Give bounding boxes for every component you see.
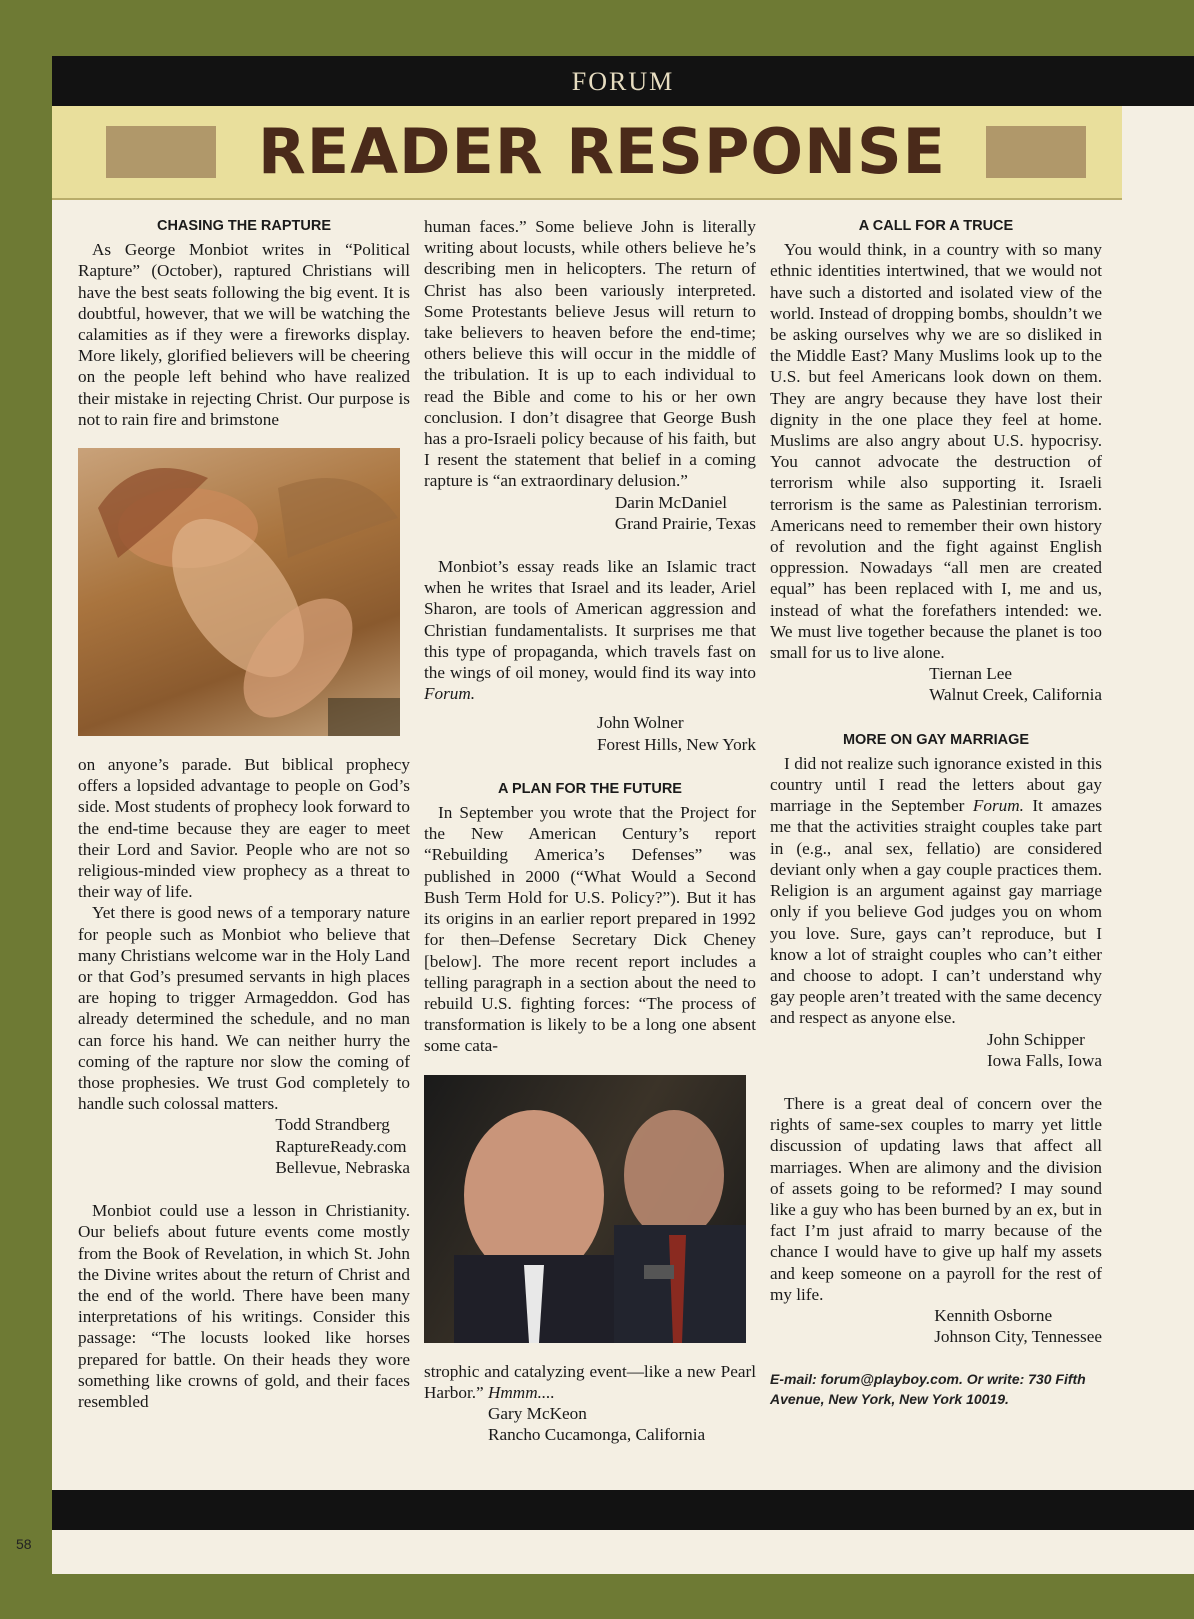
- banner-block-left: [106, 126, 216, 178]
- signature-location: Forest Hills, New York: [597, 734, 756, 754]
- signature: [424, 492, 756, 534]
- signature: [770, 1029, 1102, 1071]
- signature: [770, 663, 1102, 705]
- signature-name: Darin McDaniel: [614, 492, 727, 512]
- angel-painting-illustration: [78, 448, 400, 736]
- footer-bar: [52, 1490, 1194, 1530]
- heading-call-truce: A CALL FOR A TRUCE: [858, 218, 1014, 234]
- signature-location: Bellevue, Nebraska: [275, 1157, 410, 1177]
- letter-paragraph: [770, 753, 1102, 1029]
- signature-name: John Wolner: [597, 713, 684, 733]
- signature-website: RaptureReady.com: [275, 1136, 407, 1156]
- letter-paragraph: human faces.” Some believe John is literally writing about locusts, while others believe he’s describing men in helicopters. The return of Christ has also been variously interpreted. Some Protestants believe Jesus will return to take believers to heaven before the end-time; others believe this will occur in the middle of the tribulation. It is up to each individual to read the Bible and come to his or her own conclusion. I don’t disagree that George Bush has a pro-Israeli policy because of his faith, but I resent the statement that belief in a coming rapture is “an extraordinary delusion.”: [424, 217, 756, 491]
- letter-paragraph: Monbiot could use a lesson in Christianity. Our beliefs about future events come mostly from the Book of Revelation, in which St. John the Divine writes about the return of Christ and the end of the world. There have been many interpretations of his writings. Consider this passage: “The locusts looked like horses prepared for battle. On their heads they wore something like crowns of gold, and their faces resembled: [78, 1201, 410, 1411]
- signature-name: John Schipper: [986, 1029, 1085, 1049]
- page-title: READER RESPONSE: [257, 115, 946, 188]
- column-3: [770, 216, 1102, 1409]
- signature-name: Tiernan Lee: [929, 664, 1013, 684]
- banner-block-right: [986, 126, 1086, 178]
- signature: [78, 1114, 410, 1178]
- heading-gay-marriage: MORE ON GAY MARRIAGE: [842, 731, 1030, 748]
- column-1: [78, 216, 410, 1412]
- paragraph-text: It amazes me that the activities straight couples take part in (e.g., anal sex, fellatio) are considered deviant only when a gay couple practices them. Religion is an argument against gay marriage only if you believe God judges you on whom you love. Sure, gays can’t reproduce, but I know a lot of straight couples who can’t either and choose to adopt. I can’t understand why gay people aren’t treated with the same decency and respect as anyone else.: [770, 796, 1102, 1028]
- magazine-page: [52, 56, 1194, 1574]
- angel-painting-image: [78, 448, 400, 736]
- letter-paragraph: In September you wrote that the Project for the New American Century’s report “Rebuilding America’s Defenses” was published in 2000 (“What Would a Second Bush Term Hold for U.S. Policy?”). But it has its origins in an earlier report prepared in 1992 for then–Defense Secretary Dick Cheney [below]. The more recent report includes a telling paragraph in a section about the need to rebuild U.S. fighting forces: “The process of transformation is likely to be a long one absent some cata-: [424, 803, 756, 1056]
- signature-location: Iowa Falls, Iowa: [986, 1050, 1102, 1070]
- cheney-bush-photo: [424, 1075, 746, 1343]
- signature-name: Kennith Osborne: [934, 1305, 1053, 1325]
- letter-paragraph: There is a great deal of concern over the rights of same-sex couples to marry yet little discussion of updating laws that affect all marriages. When are alimony and the division of assets going to be reformed? I may sound like a guy who has been burned by an ex, but in fact I’m just afraid to marry because of the chance I would have to give up half my assets and keep someone on a payroll for the rest of my life.: [770, 1093, 1102, 1304]
- paragraph-text: strophic and catalyzing event—like a new Pearl Harbor.”: [424, 1361, 756, 1402]
- letter-paragraph: Yet there is good news of a temporary nature for people such as Monbiot who believe that many Christians welcome war in the Holy Land or that God’s presumed servants in high places are hoping to trigger Armageddon. God has already determined the schedule, and no man can force his hand. We can neither hurry the coming of the rapture nor slow the coming of those prophesies. We trust God completely to handle such colossal matters.: [78, 903, 410, 1114]
- signature-location: Rancho Cucamonga, California: [488, 1425, 706, 1445]
- heading-plan-future: A PLAN FOR THE FUTURE: [498, 780, 682, 797]
- letter-paragraph: As George Monbiot writes in “Political Rapture” (October), raptured Christians will have the best seats following the big event. It is doubtful, however, that we will be watching the calamities as if they were a fireworks display. More likely, glorified believers will be cheering on the people left behind who have realized their mistake in rejecting Christ. Our purpose is not to rain fire and brimstone: [78, 240, 410, 429]
- signature: [770, 1305, 1102, 1347]
- paragraph-emphasis: Hmmm....: [487, 1382, 555, 1402]
- magazine-name: Forum.: [972, 796, 1024, 816]
- cheney-bush-illustration: [424, 1075, 746, 1343]
- signature-name: Gary McKeon: [488, 1403, 587, 1423]
- letter-paragraph: You would think, in a country with so many ethnic identities intertwined, that we would not have such a distorted and isolated view of the world. Instead of dropping bombs, shouldn’t we be asking ourselves why we are so disliked in the Middle East? Many Muslims look up to the U.S. but feel Americans look down on them. They are angry because they have lost their dignity in the one place they feel at home. Muslims are also angry about U.S. hypocrisy. You cannot advocate the destruction of terrorism while also supporting it. Israeli terrorism is the same as Palestinian terrorism. Americans need to remember their own history of revolution and the fight against English oppression. Nowadays “all men are created equal” has been replaced with I, me and us, instead of what the forefathers intended: we. We must live together because the planet is too small for us to live alone.: [770, 240, 1102, 663]
- signature: [424, 712, 756, 754]
- signature-location: Johnson City, Tennessee: [934, 1327, 1102, 1347]
- magazine-name: Forum.: [424, 684, 476, 704]
- contact-info: E-mail: forum@playboy.com. Or write: 730 Fifth Avenue, New York, New York 10019.: [770, 1371, 1086, 1408]
- heading-chasing-rapture: CHASING THE RAPTURE: [156, 218, 331, 234]
- paragraph-text: I did not realize such ignorance existed in this country until I read the letters about gay marriage in the September: [770, 753, 1102, 816]
- signature: [424, 1403, 756, 1445]
- title-banner: [52, 106, 1122, 200]
- paragraph-text: Monbiot’s essay reads like an Islamic tract when he writes that Israel and its leader, Ariel Sharon, are tools of American aggression and Christian fundamentalists. It surprises me that this type of propaganda, which travels fast on the wings of oil money, would find its way into: [424, 557, 756, 683]
- page-number: 58: [16, 1536, 32, 1552]
- signature-name: Todd Strandberg: [275, 1115, 390, 1135]
- letter-paragraph: [424, 556, 756, 704]
- column-2: [424, 216, 756, 1445]
- letter-paragraph: [424, 1361, 756, 1403]
- letter-paragraph: on anyone’s parade. But biblical prophecy offers a lopsided advantage to people on God’s side. Most students of prophecy look forward to the end-time because they are eager to meet their Lord and Savior. People who are not so religious-minded view prophecy as a threat to their way of life.: [78, 755, 410, 902]
- signature-location: Walnut Creek, California: [929, 685, 1102, 705]
- signature-location: Grand Prairie, Texas: [614, 513, 756, 533]
- section-header: FORUM: [52, 56, 1194, 106]
